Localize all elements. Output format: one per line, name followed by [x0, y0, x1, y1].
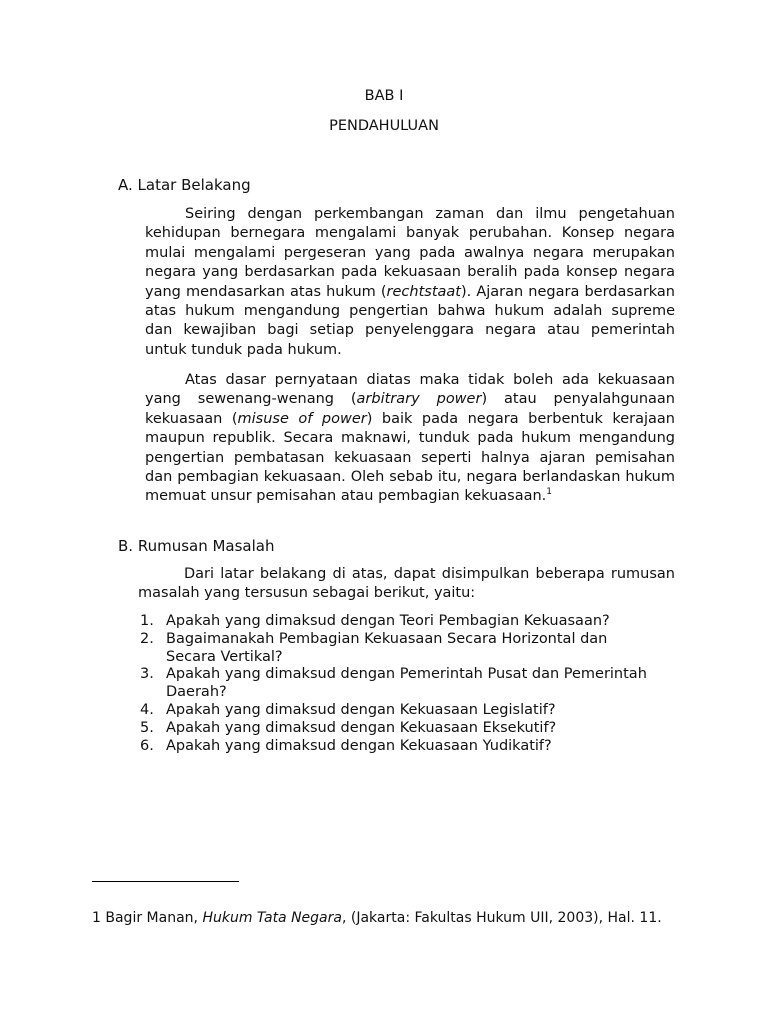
- chapter-number: BAB I: [364, 88, 404, 104]
- list-number: 4.: [140, 701, 154, 718]
- question-list: [140, 613, 660, 755]
- footnote-author: Bagir Manan,: [105, 910, 198, 926]
- footnote-separator: [92, 881, 239, 882]
- list-item: [140, 738, 660, 756]
- footnote-number: 1: [92, 910, 101, 926]
- section-a-heading: A. Latar Belakang: [118, 176, 251, 194]
- list-item: [140, 631, 660, 667]
- list-item-text: Bagaimanakah Pembagian Kekuasaan Secara Horizontal dan Secara Vertikal?: [166, 630, 608, 665]
- italic-term: arbitrary power: [356, 391, 482, 408]
- paragraph-text: Atas dasar pernyataan diatas maka tidak boleh ada kekuasaan yang sewenang-wenang (: [145, 372, 675, 408]
- paragraph-text: Seiring dengan perkembangan zaman dan ilmu pengetahuan kehidupan bernegara mengalami banyak perubahan. Konsep negara mulai mengalami pergeseran yang pada awalnya negara merupakan negara yang berdasarkan pada kekuasaan beralih pada konsep negara yang mendasarkan atas hukum (: [145, 206, 675, 300]
- paragraph-text: ) atau penyalahgunaan kekuasaan (: [145, 391, 675, 427]
- paragraph-text: ). Ajaran negara berdasarkan atas hukum mengandung pengertian bahwa hukum adalah supreme dan kewajiban bagi setiap penyelenggara negara atau pemerintah untuk tunduk pada hukum.: [145, 283, 675, 358]
- paragraph-text: Dari latar belakang di atas, dapat disimpulkan beberapa rumusan masalah yang tersusun sebagai berikut, yaitu:: [138, 566, 675, 602]
- paragraph-text: ) baik pada negara berbentuk kerajaan maupun republik. Secara maknawi, tunduk pada hukum mengandung pengertian pembatasan kekuasaan seperti halnya ajaran pemisahan dan pembagian kekuasaan. Oleh sebab itu, negara berlandaskan hukum memuat unsur pemisahan atau pembagian kekuasaan.: [145, 410, 675, 505]
- list-item: [140, 720, 660, 738]
- footnote: [92, 910, 662, 926]
- italic-term: rechtstaat: [386, 283, 461, 300]
- section-b-heading: B. Rumusan Masalah: [118, 537, 275, 555]
- footnote-citation: , (Jakarta: Fakultas Hukum UII, 2003), Hal. 11.: [341, 910, 662, 926]
- list-number: 6.: [140, 737, 154, 754]
- chapter-title: PENDAHULUAN: [329, 118, 439, 134]
- list-item-text: Apakah yang dimaksud dengan Kekuasaan Yudikatif?: [166, 737, 552, 754]
- italic-term: misuse of power: [237, 410, 367, 427]
- paragraph-rumusan-intro: [138, 565, 675, 604]
- list-number: 3.: [140, 666, 154, 683]
- footnote-reference: 1: [546, 487, 553, 498]
- list-number: 2.: [140, 630, 154, 647]
- paragraph-latar-belakang-2: [145, 371, 675, 507]
- list-item: [140, 613, 660, 631]
- list-item-text: Apakah yang dimaksud dengan Pemerintah Pusat dan Pemerintah Daerah?: [166, 666, 647, 701]
- list-item-text: Apakah yang dimaksud dengan Kekuasaan Legislatif?: [166, 701, 556, 718]
- list-item: [140, 666, 660, 702]
- footnote-book-title: Hukum Tata Negara: [202, 910, 342, 926]
- paragraph-latar-belakang-1: [145, 205, 675, 360]
- list-item-text: Apakah yang dimaksud dengan Kekuasaan Eksekutif?: [166, 719, 557, 736]
- list-item-text: Apakah yang dimaksud dengan Teori Pembagian Kekuasaan?: [166, 613, 610, 629]
- list-number: 5.: [140, 719, 154, 736]
- list-item: [140, 702, 660, 720]
- list-number: 1.: [140, 613, 154, 629]
